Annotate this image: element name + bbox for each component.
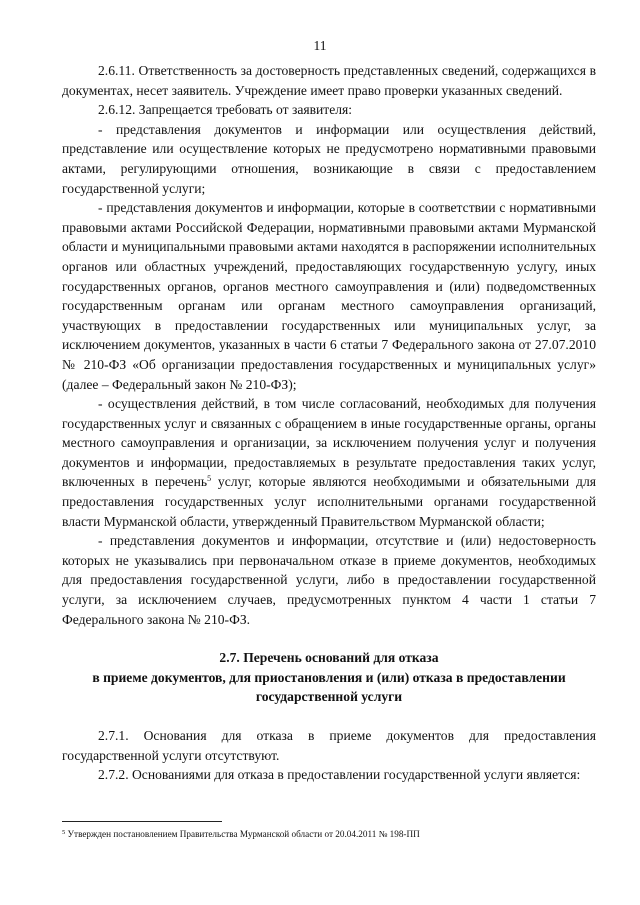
section-heading-line2: в приеме документов, для приостановления и (или) отказа в предоставлении государственной услуги <box>92 669 566 705</box>
spacer <box>62 629 596 648</box>
footnote-reference: 5 <box>207 474 212 484</box>
paragraph-text-part: - осуществления действий, в том числе согласований, необходимых для получения государственных услуг и связанных с обращением в иные государственные органы, органы местного самоуправления и организации, за исключением получения услуг и получения документов и информации, предоставляемых в результате предоставления таких услуг, включенных в перечень <box>62 396 596 490</box>
list-item-prohibition-3 <box>62 394 596 531</box>
paragraph-2-7-2: 2.7.2. Основаниями для отказа в предоставлении государственной услуги является: <box>98 767 581 783</box>
document-body <box>62 61 596 785</box>
footnote <box>62 828 596 840</box>
list-item-prohibition-4: - представления документов и информации, отсутствие и (или) недостоверность которых не указывались при первоначальном отказе в приеме документов, необходимых для предоставления государственной услуги, либо в предоставлении государственной услуги, за исключением случаев, предусмотренных пунктом 4 части 1 статьи 7 Федерального закона № 210-ФЗ. <box>62 533 596 627</box>
footnote-text: Утвержден постановлением Правительства Мурманской области от 20.04.2011 № 198-ПП <box>65 829 420 839</box>
footnote-marker: 5 <box>62 829 66 836</box>
paragraph-2-6-11: 2.6.11. Ответственность за достоверность представленных сведений, содержащихся в документах, несет заявитель. Учреждение имеет право проверки указанных сведений. <box>62 63 596 98</box>
paragraph-2-7-1: 2.7.1. Основания для отказа в приеме документов для предоставления государственной услуги отсутствуют. <box>62 728 596 763</box>
paragraph-text-part: услуг, которые являются необходимыми и обязательными для предоставления государственных услуг исполнительными органами государственной власти Мурманской области, утвержденный Правительством Мурманской области; <box>62 474 597 529</box>
footnote-divider <box>62 821 222 822</box>
paragraph-2-6-12: 2.6.12. Запрещается требовать от заявителя: <box>98 102 353 118</box>
spacer <box>62 707 596 726</box>
list-item-prohibition-1: - представления документов и информации или осуществления действий, представление или осуществление которых не предусмотрено нормативными правовыми актами, регулирующими отношения, возникающие в связи с предоставлением государственной услуги; <box>62 121 596 196</box>
section-heading-line1: 2.7. Перечень оснований для отказа <box>219 650 439 666</box>
page-number: 11 <box>313 38 327 53</box>
list-item-prohibition-2: - представления документов и информации, которые в соответствии с нормативными правовыми актами Российской Федерации, нормативными правовыми актами Мурманской области и муниципальными правовыми актами находятся в распоряжении исполнительных органов или областных учреждений, предоставляющих государственную услугу, иных государственных органов, органов местного самоуправления и (или) подведомственных государственным органам или органам местного самоуправления организаций, участвующих в предоставлении государственных или муниципальных услуг, за исключением документов, указанных в части 6 статьи 7 Федерального закона от 27.07.2010 № 210-ФЗ «Об организации предоставления государственных и муниципальных услуг» (далее – Федеральный закон № 210-ФЗ); <box>62 200 596 392</box>
